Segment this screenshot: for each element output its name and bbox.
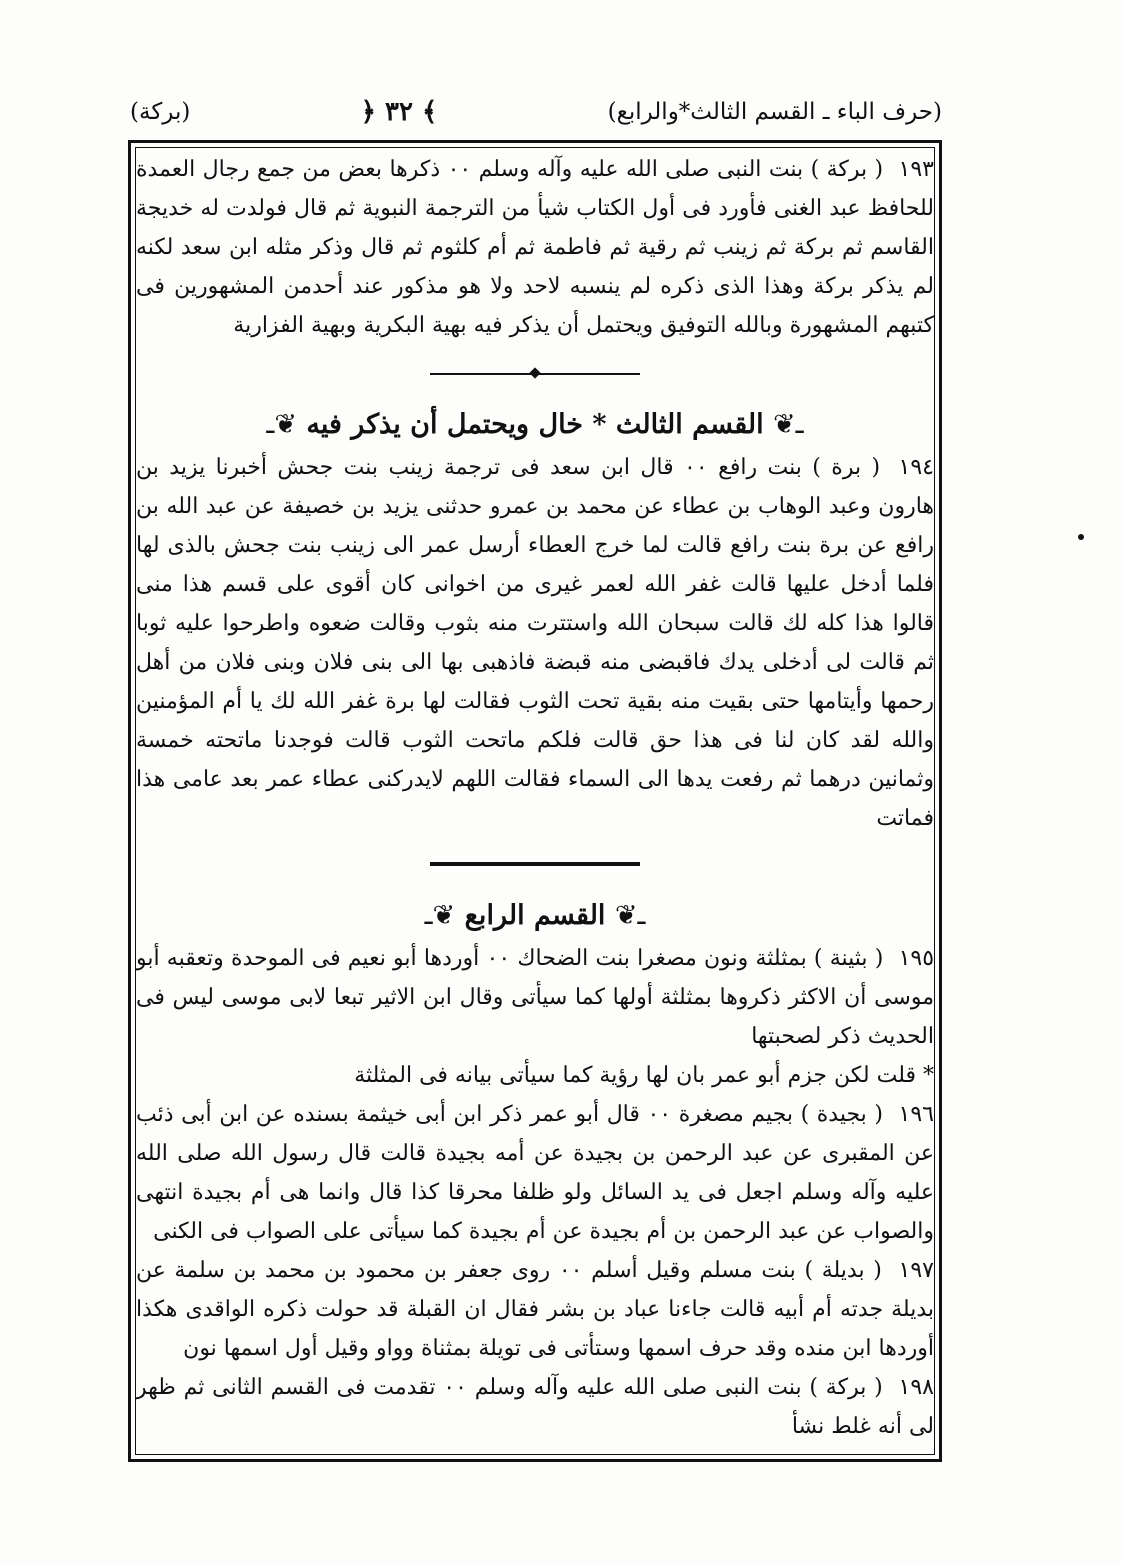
ink-dot xyxy=(1078,534,1084,540)
entry-198 xyxy=(136,1368,934,1446)
entry-text: ( بركة ) بنت النبى صلى الله عليه وآله وسلم ٠٠ تقدمت فى القسم الثانى ثم ظهر لى أنه غلط نشأ xyxy=(136,1375,934,1439)
entry-195 xyxy=(136,939,934,1056)
entry-number: ١٩٥ xyxy=(898,946,935,971)
entry-number: ١٩٣ xyxy=(898,157,934,182)
ornament-icon: ـ❦ xyxy=(773,409,804,440)
entry-194 xyxy=(136,448,934,838)
running-header xyxy=(130,92,942,132)
main-text xyxy=(136,150,934,1446)
entry-196 xyxy=(136,1095,934,1251)
entry-number: ١٩٦ xyxy=(898,1102,934,1127)
entry-197 xyxy=(136,1251,934,1368)
section-divider xyxy=(430,862,640,866)
header-chapter-title: (حرف الباء ـ القسم الثالث*والرابع) xyxy=(607,99,942,125)
header-entry-label: (بركة) xyxy=(130,99,191,125)
entry-text: ( بركة ) بنت النبى صلى الله عليه وآله وسلم ٠٠ ذكرها بعض من جمع رجال العمدة للحافظ عبد الغنى فأورد فى أول الكتاب شيأ من الترجمة النبوية ثم قال فولدت له خديجة القاسم ثم بركة ثم زينب ثم رقية ثم فاطمة ثم أم كلثوم ثم قال وذكر مثله ابن سعد لكنه لم يذكر بركة وهذا الذى ذكره لم ينسبه لاحد ولا هو مذكور عند أحدمن المشهورين فى كتبهم المشهورة وبالله التوفيق ويحتمل أن يذكر فيه بهية البكرية وبهية الفزارية xyxy=(136,157,934,338)
section-4-heading xyxy=(136,896,934,935)
section-3-title: القسم الثالث * خال ويحتمل أن يذكر فيه xyxy=(306,409,764,440)
page-number: ﴿ ٣٢ ﴾ xyxy=(360,97,438,127)
entry-number: ١٩٤ xyxy=(898,455,934,480)
section-3-heading xyxy=(136,405,934,444)
section-4-title: القسم الرابع xyxy=(464,900,606,931)
entry-number: ١٩٨ xyxy=(898,1375,934,1400)
ornament-icon: ❦ـ xyxy=(424,900,456,931)
ornament-icon: ـ❦ xyxy=(614,900,646,931)
entry-195-note: * قلت لكن جزم أبو عمر بان لها رؤية كما سيأتى بيانه فى المثلثة xyxy=(354,1063,934,1088)
entry-text: ( بجيدة ) بجيم مصغرة ٠٠ قال أبو عمر ذكر ابن أبى خيثمة بسنده عن ابن أبى ذئب عن المقبرى عن عبد الرحمن بن بجيدة عن أمه بجيدة قالت قال رسول الله صلى الله عليه وآله وسلم اجعل فى يد السائل ولو ظلفا محرقا كذا قال وانما هى أم بجيدة انتهى والصواب عن عبد الرحمن بن أم بجيدة عن أم بجيدة كما سيأتى على الصواب فى الكنى xyxy=(136,1102,934,1244)
entry-text: ( بثينة ) بمثلثة ونون مصغرا بنت الضحاك ٠٠ أوردها أبو نعيم فى الموحدة وتعقبه أبو موسى أن الاكثر ذكروها بمثلثة أولها كما سيأتى وقال ابن الاثير تبعا لابى موسى ليس فى الحديث ذكر لصحبتها xyxy=(136,946,934,1049)
entry-number: ١٩٧ xyxy=(898,1258,934,1283)
section-divider xyxy=(430,373,640,375)
entry-text: ( برة ) بنت رافع ٠٠ قال ابن سعد فى ترجمة زينب بنت جحش أخبرنا يزيد بن هارون وعبد الوهاب بن عطاء عن محمد بن عمرو حدثنى يزيد بن خصيفة عن عبد الله بن رافع عن برة بنت رافع قالت لما خرج العطاء أرسل عمر الى زينب بنت جحش بالذى لها فلما أدخل عليها قالت غفر الله لعمر غيرى من اخوانى كان أقوى على قسم هذا منى قالوا هذا كله لك قالت سبحان الله واستترت منه بثوب وقالت ضعوه واطرحوا عليه ثوبا ثم قالت لى أدخلى يدك فاقبضى منه قبضة فاذهبى بها الى بنى فلان وبنى فلان من أهل رحمها وأيتامها حتى بقيت منه بقية تحت الثوب فقالت لها برة غفر الله لك يا أم المؤمنين والله لقد كان لنا فى هذا حق قالت فلكم ماتحت الثوب قالت فوجدنا ماتحته خمسة وثمانين درهما ثم رفعت يدها الى السماء فقالت اللهم لايدركنى عطاء عمر بعد عامى هذا فماتت xyxy=(136,455,934,831)
ornament-icon: ❦ـ xyxy=(266,409,297,440)
entry-193 xyxy=(136,150,934,345)
entry-text: ( بديلة ) بنت مسلم وقيل أسلم ٠٠ روى جعفر بن محمود بن محمد بن سلمة عن بديلة جدته أم أبيه قالت جاءنا عباد بن بشر فقال ان القبلة قد حولت ذكره الواقدى هكذا أوردها ابن منده وقد حرف اسمها وستأتى فى تويلة بمثناة وواو وقيل أول اسمها نون xyxy=(136,1258,934,1361)
